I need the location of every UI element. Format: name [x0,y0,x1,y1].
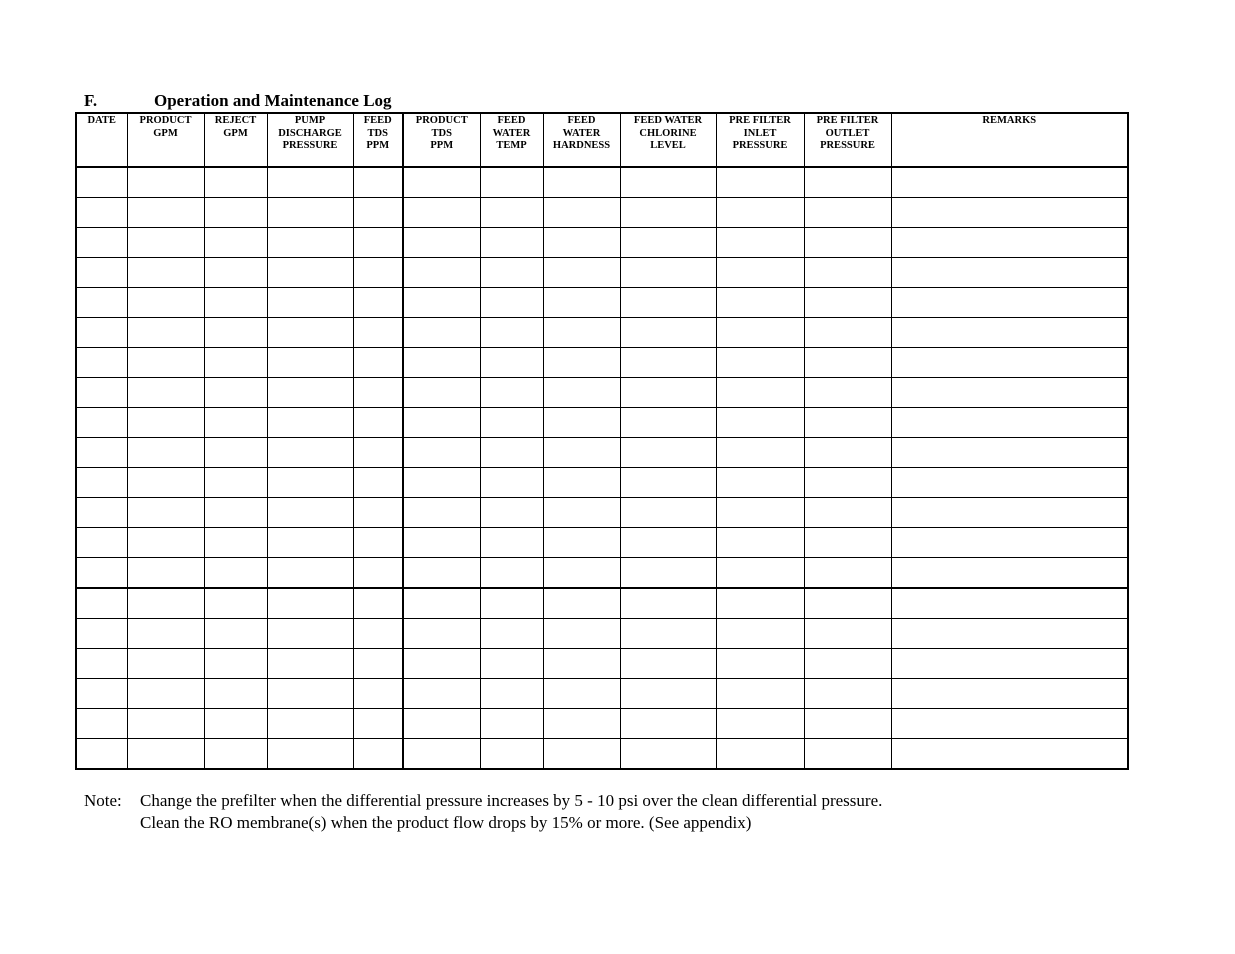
header-row [76,113,1128,167]
table-cell-pre-filter-outlet-pressure[interactable] [804,438,891,468]
table-cell-remarks[interactable] [891,558,1128,589]
table-cell-date[interactable] [76,288,127,318]
table-cell-feed-tds-ppm[interactable] [353,438,403,468]
table-row [76,408,1128,438]
table-cell-feed-water-hardness[interactable] [543,558,620,589]
table-cell-feed-water-hardness[interactable] [543,468,620,498]
table-cell-pre-filter-outlet-pressure[interactable] [804,498,891,528]
table-cell-reject-gpm[interactable] [204,619,267,649]
table-cell-product-gpm[interactable] [127,739,204,770]
table-cell-remarks[interactable] [891,198,1128,228]
table-cell-remarks[interactable] [891,408,1128,438]
table-cell-remarks[interactable] [891,679,1128,709]
table-cell-feed-water-temp[interactable] [480,679,543,709]
table-cell-product-tds-ppm[interactable] [403,468,480,498]
column-header-date: DATE [76,113,127,167]
section-heading [84,91,392,111]
table-cell-product-gpm[interactable] [127,198,204,228]
table-cell-feed-tds-ppm[interactable] [353,318,403,348]
table-cell-reject-gpm[interactable] [204,498,267,528]
table-cell-product-tds-ppm[interactable] [403,318,480,348]
table-cell-feed-water-hardness[interactable] [543,739,620,770]
table-cell-product-tds-ppm[interactable] [403,258,480,288]
table-cell-feed-water-hardness[interactable] [543,228,620,258]
table-cell-pump-discharge-pressure[interactable] [267,498,353,528]
table-cell-pre-filter-inlet-pressure[interactable] [716,198,804,228]
table-row [76,198,1128,228]
note-line-membrane: Clean the RO membrane(s) when the product flow drops by 15% or more. (See appendix) [140,813,752,832]
table-cell-feed-water-temp[interactable] [480,619,543,649]
table-cell-feed-water-temp[interactable] [480,318,543,348]
table-cell-pre-filter-outlet-pressure[interactable] [804,649,891,679]
table-cell-product-tds-ppm[interactable] [403,408,480,438]
table-cell-pump-discharge-pressure[interactable] [267,709,353,739]
table-cell-feed-water-hardness[interactable] [543,498,620,528]
table-cell-feed-water-hardness[interactable] [543,408,620,438]
table-cell-reject-gpm[interactable] [204,378,267,408]
table-cell-remarks[interactable] [891,739,1128,770]
table-cell-product-tds-ppm[interactable] [403,378,480,408]
table-cell-pre-filter-inlet-pressure[interactable] [716,348,804,378]
table-cell-pump-discharge-pressure[interactable] [267,198,353,228]
table-cell-date[interactable] [76,588,127,619]
column-header-product-gpm: PRODUCT GPM [127,113,204,167]
table-cell-date[interactable] [76,378,127,408]
table-cell-product-gpm[interactable] [127,468,204,498]
table-row [76,318,1128,348]
table-cell-reject-gpm[interactable] [204,318,267,348]
table-cell-pre-filter-inlet-pressure[interactable] [716,588,804,619]
table-cell-product-tds-ppm[interactable] [403,739,480,770]
table-cell-feed-water-chlorine-level[interactable] [620,468,716,498]
table-cell-feed-water-temp[interactable] [480,258,543,288]
page-title: Operation and Maintenance Log [154,91,392,110]
table-cell-pump-discharge-pressure[interactable] [267,348,353,378]
table-cell-feed-tds-ppm[interactable] [353,198,403,228]
table-cell-feed-water-temp[interactable] [480,498,543,528]
table-cell-product-tds-ppm[interactable] [403,198,480,228]
table-cell-pre-filter-outlet-pressure[interactable] [804,558,891,589]
table-cell-date[interactable] [76,528,127,558]
table-cell-reject-gpm[interactable] [204,198,267,228]
table-cell-remarks[interactable] [891,438,1128,468]
table-cell-reject-gpm[interactable] [204,649,267,679]
table-cell-pre-filter-outlet-pressure[interactable] [804,709,891,739]
table-cell-remarks[interactable] [891,348,1128,378]
table-cell-pump-discharge-pressure[interactable] [267,288,353,318]
table-cell-product-gpm[interactable] [127,528,204,558]
table-cell-feed-tds-ppm[interactable] [353,588,403,619]
table-cell-feed-water-temp[interactable] [480,378,543,408]
table-cell-feed-water-chlorine-level[interactable] [620,378,716,408]
table-cell-product-tds-ppm[interactable] [403,167,480,198]
table-cell-date[interactable] [76,258,127,288]
table-cell-feed-tds-ppm[interactable] [353,649,403,679]
column-header-product-tds-ppm: PRODUCT TDS PPM [403,113,480,167]
table-cell-reject-gpm[interactable] [204,348,267,378]
table-cell-pre-filter-inlet-pressure[interactable] [716,288,804,318]
column-header-feed-water-temp: FEED WATER TEMP [480,113,543,167]
section-letter: F. [84,91,98,110]
table-cell-feed-tds-ppm[interactable] [353,709,403,739]
table-cell-product-gpm[interactable] [127,679,204,709]
note-line-prefilter: Change the prefilter when the differential pressure increases by 5 - 10 psi over the clean differential pressure. [140,791,883,810]
table-row [76,649,1128,679]
column-header-pre-filter-outlet-pressure: PRE FILTER OUTLET PRESSURE [804,113,891,167]
table-cell-product-gpm[interactable] [127,438,204,468]
table-cell-feed-tds-ppm[interactable] [353,468,403,498]
table-cell-pre-filter-outlet-pressure[interactable] [804,318,891,348]
table-cell-product-gpm[interactable] [127,649,204,679]
table-cell-feed-water-hardness[interactable] [543,649,620,679]
table-row [76,378,1128,408]
column-header-pre-filter-inlet-pressure: PRE FILTER INLET PRESSURE [716,113,804,167]
table-cell-feed-water-hardness[interactable] [543,318,620,348]
table-cell-feed-tds-ppm[interactable] [353,228,403,258]
table-row [76,438,1128,468]
table-cell-feed-water-temp[interactable] [480,468,543,498]
table-cell-feed-tds-ppm[interactable] [353,378,403,408]
table-cell-feed-water-temp[interactable] [480,348,543,378]
column-header-feed-water-hardness: FEED WATER HARDNESS [543,113,620,167]
table-cell-product-tds-ppm[interactable] [403,709,480,739]
table-cell-remarks[interactable] [891,709,1128,739]
table-cell-feed-tds-ppm[interactable] [353,558,403,589]
table-cell-pre-filter-inlet-pressure[interactable] [716,528,804,558]
table-cell-pre-filter-outlet-pressure[interactable] [804,528,891,558]
table-cell-pump-discharge-pressure[interactable] [267,408,353,438]
table-cell-product-gpm[interactable] [127,588,204,619]
table-cell-remarks[interactable] [891,378,1128,408]
table-cell-feed-water-temp[interactable] [480,167,543,198]
table-cell-pump-discharge-pressure[interactable] [267,468,353,498]
table-cell-feed-water-chlorine-level[interactable] [620,679,716,709]
table-cell-feed-water-hardness[interactable] [543,619,620,649]
table-cell-feed-water-chlorine-level[interactable] [620,619,716,649]
table-cell-product-gpm[interactable] [127,558,204,589]
table-cell-pre-filter-inlet-pressure[interactable] [716,679,804,709]
table-cell-product-gpm[interactable] [127,709,204,739]
table-cell-feed-water-temp[interactable] [480,528,543,558]
table-cell-product-tds-ppm[interactable] [403,498,480,528]
table-cell-feed-tds-ppm[interactable] [353,288,403,318]
table-cell-date[interactable] [76,468,127,498]
table-cell-pre-filter-inlet-pressure[interactable] [716,228,804,258]
table-cell-feed-tds-ppm[interactable] [353,348,403,378]
table-cell-feed-water-hardness[interactable] [543,288,620,318]
table-cell-feed-tds-ppm[interactable] [353,167,403,198]
table-cell-product-gpm[interactable] [127,318,204,348]
log-body [76,167,1128,769]
table-cell-feed-water-chlorine-level[interactable] [620,167,716,198]
table-cell-date[interactable] [76,558,127,589]
table-cell-feed-tds-ppm[interactable] [353,739,403,770]
table-cell-pre-filter-outlet-pressure[interactable] [804,739,891,770]
table-cell-pump-discharge-pressure[interactable] [267,679,353,709]
table-cell-pre-filter-inlet-pressure[interactable] [716,378,804,408]
table-cell-pre-filter-inlet-pressure[interactable] [716,438,804,468]
table-cell-feed-water-hardness[interactable] [543,679,620,709]
table-cell-feed-water-chlorine-level[interactable] [620,588,716,619]
table-cell-pre-filter-outlet-pressure[interactable] [804,228,891,258]
table-cell-date[interactable] [76,167,127,198]
table-cell-product-tds-ppm[interactable] [403,558,480,589]
table-cell-pump-discharge-pressure[interactable] [267,558,353,589]
table-cell-date[interactable] [76,709,127,739]
table-cell-pre-filter-outlet-pressure[interactable] [804,679,891,709]
table-row [76,288,1128,318]
table-cell-product-gpm[interactable] [127,378,204,408]
table-cell-product-tds-ppm[interactable] [403,438,480,468]
table-cell-feed-water-chlorine-level[interactable] [620,318,716,348]
table-cell-reject-gpm[interactable] [204,468,267,498]
table-cell-product-gpm[interactable] [127,288,204,318]
table-cell-feed-water-hardness[interactable] [543,258,620,288]
table-row [76,498,1128,528]
table-cell-pre-filter-outlet-pressure[interactable] [804,619,891,649]
table-cell-date[interactable] [76,438,127,468]
table-cell-date[interactable] [76,679,127,709]
table-cell-pre-filter-outlet-pressure[interactable] [804,348,891,378]
table-cell-feed-water-chlorine-level[interactable] [620,739,716,770]
table-cell-feed-water-hardness[interactable] [543,709,620,739]
table-cell-feed-water-chlorine-level[interactable] [620,649,716,679]
table-cell-reject-gpm[interactable] [204,228,267,258]
table-cell-pre-filter-inlet-pressure[interactable] [716,258,804,288]
table-row [76,528,1128,558]
table-cell-date[interactable] [76,198,127,228]
table-cell-pre-filter-inlet-pressure[interactable] [716,167,804,198]
table-cell-date[interactable] [76,498,127,528]
table-cell-reject-gpm[interactable] [204,709,267,739]
table-cell-product-gpm[interactable] [127,408,204,438]
table-cell-feed-water-chlorine-level[interactable] [620,198,716,228]
table-cell-feed-water-hardness[interactable] [543,198,620,228]
table-row [76,619,1128,649]
table-cell-date[interactable] [76,318,127,348]
table-cell-feed-water-chlorine-level[interactable] [620,438,716,468]
table-cell-date[interactable] [76,348,127,378]
table-cell-feed-water-temp[interactable] [480,438,543,468]
table-cell-feed-water-hardness[interactable] [543,588,620,619]
table-cell-pump-discharge-pressure[interactable] [267,378,353,408]
table-cell-feed-tds-ppm[interactable] [353,498,403,528]
table-cell-pre-filter-outlet-pressure[interactable] [804,198,891,228]
table-cell-reject-gpm[interactable] [204,438,267,468]
table-cell-date[interactable] [76,228,127,258]
table-cell-product-gpm[interactable] [127,348,204,378]
column-header-remarks: REMARKS [891,113,1128,167]
note-block [84,790,882,834]
table-cell-pre-filter-outlet-pressure[interactable] [804,378,891,408]
table-cell-pre-filter-outlet-pressure[interactable] [804,258,891,288]
table-cell-pre-filter-outlet-pressure[interactable] [804,468,891,498]
table-row [76,679,1128,709]
table-cell-reject-gpm[interactable] [204,408,267,438]
table-cell-product-tds-ppm[interactable] [403,288,480,318]
table-cell-feed-water-temp[interactable] [480,408,543,438]
table-cell-remarks[interactable] [891,318,1128,348]
table-cell-pre-filter-inlet-pressure[interactable] [716,408,804,438]
column-header-feed-tds-ppm: FEED TDS PPM [353,113,403,167]
table-cell-pump-discharge-pressure[interactable] [267,258,353,288]
table-cell-remarks[interactable] [891,468,1128,498]
table-cell-remarks[interactable] [891,528,1128,558]
table-cell-product-gpm[interactable] [127,498,204,528]
table-cell-feed-water-temp[interactable] [480,288,543,318]
table-cell-remarks[interactable] [891,588,1128,619]
table-cell-remarks[interactable] [891,258,1128,288]
table-cell-pump-discharge-pressure[interactable] [267,167,353,198]
table-cell-product-gpm[interactable] [127,619,204,649]
table-cell-pre-filter-outlet-pressure[interactable] [804,588,891,619]
table-cell-pump-discharge-pressure[interactable] [267,619,353,649]
table-cell-feed-water-chlorine-level[interactable] [620,528,716,558]
table-cell-pump-discharge-pressure[interactable] [267,228,353,258]
table-cell-reject-gpm[interactable] [204,528,267,558]
column-header-pump-discharge-pressure: PUMP DISCHARGE PRESSURE [267,113,353,167]
column-header-reject-gpm: REJECT GPM [204,113,267,167]
table-row [76,739,1128,770]
table-cell-pre-filter-inlet-pressure[interactable] [716,649,804,679]
table-cell-pump-discharge-pressure[interactable] [267,739,353,770]
table-cell-date[interactable] [76,739,127,770]
table-cell-feed-tds-ppm[interactable] [353,619,403,649]
table-cell-date[interactable] [76,619,127,649]
table-cell-product-tds-ppm[interactable] [403,228,480,258]
table-cell-feed-water-chlorine-level[interactable] [620,288,716,318]
table-cell-reject-gpm[interactable] [204,258,267,288]
table-cell-remarks[interactable] [891,498,1128,528]
table-cell-product-gpm[interactable] [127,258,204,288]
table-cell-feed-water-temp[interactable] [480,228,543,258]
table-cell-date[interactable] [76,408,127,438]
table-cell-feed-water-hardness[interactable] [543,438,620,468]
table-cell-product-tds-ppm[interactable] [403,528,480,558]
table-cell-feed-water-temp[interactable] [480,588,543,619]
column-header-feed-water-chlorine-level: FEED WATER CHLORINE LEVEL [620,113,716,167]
table-cell-feed-tds-ppm[interactable] [353,258,403,288]
table-row [76,228,1128,258]
table-row [76,167,1128,198]
table-cell-product-gpm[interactable] [127,167,204,198]
table-cell-feed-water-chlorine-level[interactable] [620,558,716,589]
table-cell-feed-water-hardness[interactable] [543,528,620,558]
table-cell-feed-tds-ppm[interactable] [353,408,403,438]
table-cell-feed-tds-ppm[interactable] [353,528,403,558]
table-cell-product-tds-ppm[interactable] [403,348,480,378]
table-cell-pre-filter-outlet-pressure[interactable] [804,288,891,318]
table-row [76,258,1128,288]
note-label: Note: [84,791,122,810]
table-cell-feed-water-temp[interactable] [480,739,543,770]
table-cell-remarks[interactable] [891,228,1128,258]
table-cell-feed-water-hardness[interactable] [543,167,620,198]
table-cell-feed-water-chlorine-level[interactable] [620,498,716,528]
table-cell-feed-water-temp[interactable] [480,709,543,739]
table-cell-reject-gpm[interactable] [204,588,267,619]
table-cell-pre-filter-inlet-pressure[interactable] [716,709,804,739]
table-cell-pump-discharge-pressure[interactable] [267,438,353,468]
table-cell-product-tds-ppm[interactable] [403,649,480,679]
table-cell-pre-filter-inlet-pressure[interactable] [716,318,804,348]
table-cell-pre-filter-outlet-pressure[interactable] [804,408,891,438]
table-cell-feed-water-hardness[interactable] [543,378,620,408]
table-cell-feed-water-chlorine-level[interactable] [620,709,716,739]
table-cell-remarks[interactable] [891,167,1128,198]
table-cell-feed-tds-ppm[interactable] [353,679,403,709]
table-row [76,348,1128,378]
table-cell-product-tds-ppm[interactable] [403,679,480,709]
table-cell-feed-water-temp[interactable] [480,198,543,228]
table-cell-reject-gpm[interactable] [204,167,267,198]
table-cell-feed-water-chlorine-level[interactable] [620,408,716,438]
table-cell-pre-filter-inlet-pressure[interactable] [716,498,804,528]
table-cell-reject-gpm[interactable] [204,288,267,318]
table-row [76,558,1128,589]
table-cell-feed-water-chlorine-level[interactable] [620,348,716,378]
table-cell-reject-gpm[interactable] [204,739,267,770]
table-cell-pump-discharge-pressure[interactable] [267,318,353,348]
table-cell-pre-filter-inlet-pressure[interactable] [716,739,804,770]
table-cell-feed-water-hardness[interactable] [543,348,620,378]
table-cell-feed-water-temp[interactable] [480,558,543,589]
table-cell-feed-water-temp[interactable] [480,649,543,679]
table-cell-feed-water-chlorine-level[interactable] [620,258,716,288]
table-row [76,709,1128,739]
table-cell-pump-discharge-pressure[interactable] [267,528,353,558]
table-cell-feed-water-chlorine-level[interactable] [620,228,716,258]
table-cell-product-tds-ppm[interactable] [403,619,480,649]
table-cell-remarks[interactable] [891,649,1128,679]
table-cell-pre-filter-outlet-pressure[interactable] [804,167,891,198]
table-cell-remarks[interactable] [891,619,1128,649]
table-cell-pre-filter-inlet-pressure[interactable] [716,619,804,649]
table-cell-product-tds-ppm[interactable] [403,588,480,619]
maintenance-log-table [75,112,1129,770]
table-cell-date[interactable] [76,649,127,679]
table-cell-pre-filter-inlet-pressure[interactable] [716,558,804,589]
table-cell-product-gpm[interactable] [127,228,204,258]
table-cell-pre-filter-inlet-pressure[interactable] [716,468,804,498]
table-row [76,588,1128,619]
table-cell-remarks[interactable] [891,288,1128,318]
table-cell-reject-gpm[interactable] [204,558,267,589]
table-cell-reject-gpm[interactable] [204,679,267,709]
table-cell-pump-discharge-pressure[interactable] [267,649,353,679]
table-row [76,468,1128,498]
table-cell-pump-discharge-pressure[interactable] [267,588,353,619]
